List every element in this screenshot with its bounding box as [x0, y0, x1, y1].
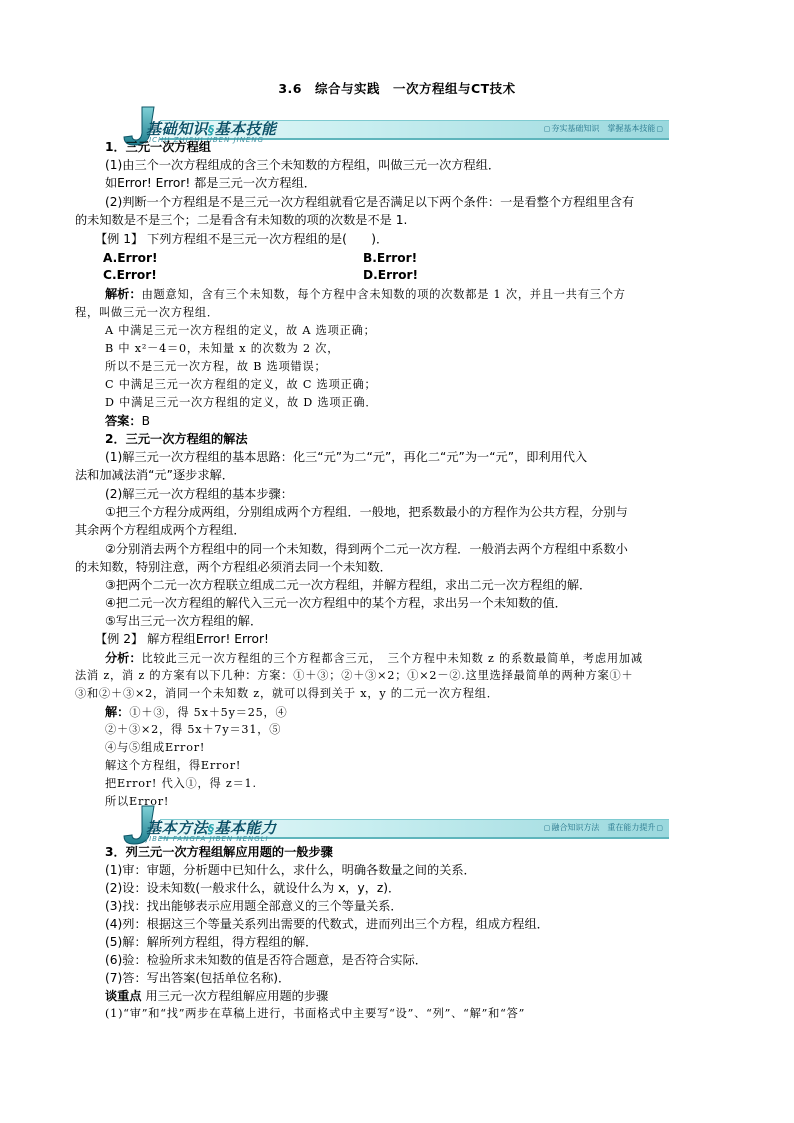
text-line: ②＋③×2，得 5x＋7y＝31，⑤ — [105, 723, 282, 736]
banner-pinyin: JICHU ZHISHI JIBEN JINENG — [146, 136, 265, 144]
analysis-line: 分析：比较此三元一次方程组的三个方程都含三元， 三个方程中未知数 z 的系数最简单，考虑用加减 — [105, 651, 643, 665]
option-d: D.Error! — [363, 268, 419, 282]
text-line: (2)解三元一次方程组的基本步骤： — [105, 487, 293, 501]
text-line: 其余两个方程组成两个方程组． — [75, 523, 246, 537]
text-line: (3)找：找出能够表示应用题全部意义的三个等量关系． — [105, 899, 403, 913]
text-line: 所以不是三元一次方程，故 B 选项错误； — [105, 360, 327, 373]
text-line: ①把三个方程分成两组，分别组成两个方程组．一般地，把系数最小的方程作为公共方程，分别与 — [105, 505, 628, 519]
text-line: ③把两个二元一次方程联立组成二元一次方程组，并解方程组，求出二元一次方程组的解． — [105, 578, 592, 592]
example-2-question: 【例 2】 解方程组Error! Error! — [95, 632, 269, 646]
answer-line: 答案：B — [105, 414, 150, 428]
text-line: 解这个方程组，得Error! — [105, 759, 242, 772]
text-line: (7)答：写出答案(包括单位名称)． — [105, 971, 291, 985]
text-line: (6)验：检验所求未知数的值是否符合题意，是否符合实际． — [105, 953, 427, 967]
text-line: (2)判断一个方程组是不是三元一次方程组就看它是否满足以下两个条件：一是看整个方程组里含有 — [105, 195, 635, 209]
banner-pinyin: JIBEN FANGFA JIBEN NENGLI — [146, 835, 269, 843]
heading-2: 2．三元一次方程组的解法 — [105, 432, 248, 446]
text-line: D 中满足三元一次方程组的定义，故 D 选项正确． — [105, 396, 378, 409]
example-1-question: 【例 1】 下列方程组不是三元一次方程组的是( )． — [95, 232, 389, 246]
text-line: ⑤写出三元一次方程组的解． — [105, 614, 263, 628]
text-line: 的未知数，特别注意，两个方程组必须消去同一个未知数． — [75, 560, 392, 574]
text-line: (4)列：根据这三个等量关系列出需要的代数式，进而列出三个方程，组成方程组． — [105, 917, 549, 931]
text-line: 程，叫做三元一次方程组． — [75, 306, 219, 319]
banner-note: ▢ 融合知识方法 重在能力提升 ▢ — [544, 822, 663, 833]
text-line: (1)由三个一次方程组成的含三个未知数的方程组，叫做三元一次方程组． — [105, 158, 501, 172]
text-line: 法和加减法消“元”逐步求解． — [75, 468, 234, 482]
text-line: 的未知数是不是三个；二是看含有未知数的项的次数是不是 1. — [75, 213, 408, 227]
option-c: C.Error! — [103, 268, 157, 282]
text-line: ③和②＋③×2，消同一个未知数 z，就可以得到关于 x，y 的二元一次方程组． — [75, 687, 499, 700]
text-line: 所以Error! — [105, 795, 170, 808]
text-line: A 中满足三元一次方程组的定义，故 A 选项正确； — [105, 324, 376, 337]
text-line: (5)解：解所列方程组，得方程组的解． — [105, 935, 318, 949]
banner-title: 基本方法§基本能力 — [146, 819, 277, 837]
section-banner-basic-method — [116, 808, 669, 848]
page-title: 3.6 综合与实践 一次方程组与CT技术 — [278, 81, 516, 96]
text-line: 如Error! Error! 都是三元一次方程组． — [105, 176, 316, 190]
analysis-line: 解析：由题意知，含有三个未知数，每个方程中含未知数的项的次数都是 1 次，并且一共有三个方 — [105, 287, 626, 301]
heading-3: 3．列三元一次方程组解应用题的一般步骤 — [105, 845, 333, 859]
text-line: B 中 x²－4＝0，未知量 x 的次数为 2 次， — [105, 342, 340, 355]
text-line: (2)设：设未知数(一般求什么，就设什么为 x，y，z)． — [105, 881, 401, 895]
heading-1: 1．三元一次方程组 — [105, 140, 211, 154]
option-b: B.Error! — [363, 251, 418, 265]
key-point-line: 谈重点 用三元一次方程组解应用题的步骤 — [105, 989, 329, 1003]
text-line: ④与⑤组成Error! — [105, 741, 206, 754]
banner-title: 基础知识§基本技能 — [146, 120, 277, 138]
text-line: (1)审：审题，分析题中已知什么，求什么，明确各数量之间的关系． — [105, 863, 476, 877]
text-line: 把Error! 代入①，得 z＝1. — [105, 777, 257, 790]
text-line: ②分别消去两个方程组中的同一个未知数，得到两个二元一次方程．一般消去两个方程组中系数小 — [105, 542, 628, 556]
text-line: (1)解三元一次方程组的基本思路：化三“元”为二“元”，再化二“元”为一“元”，即利用代入 — [105, 450, 588, 464]
solution-line: 解：①＋③，得 5x＋5y＝25，④ — [105, 705, 288, 719]
text-line: ④把二元一次方程组的解代入三元一次方程组中的某个方程，求出另一个未知数的值． — [105, 596, 567, 610]
banner-note: ▢ 夯实基础知识 掌握基本技能 ▢ — [544, 123, 663, 134]
text-line: C 中满足三元一次方程组的定义，故 C 选项正确； — [105, 378, 377, 391]
option-a: A.Error! — [103, 251, 158, 265]
text-line: 法消 z，消 z 的方案有以下几种：方案：①＋③；②＋③×2；①×2－②.这里选择最简单的两种方案①＋ — [75, 669, 634, 682]
text-line: (1)“审”和“找”两步在草稿上进行，书面格式中主要写“设”、“列”、“解”和“答” — [105, 1007, 526, 1020]
